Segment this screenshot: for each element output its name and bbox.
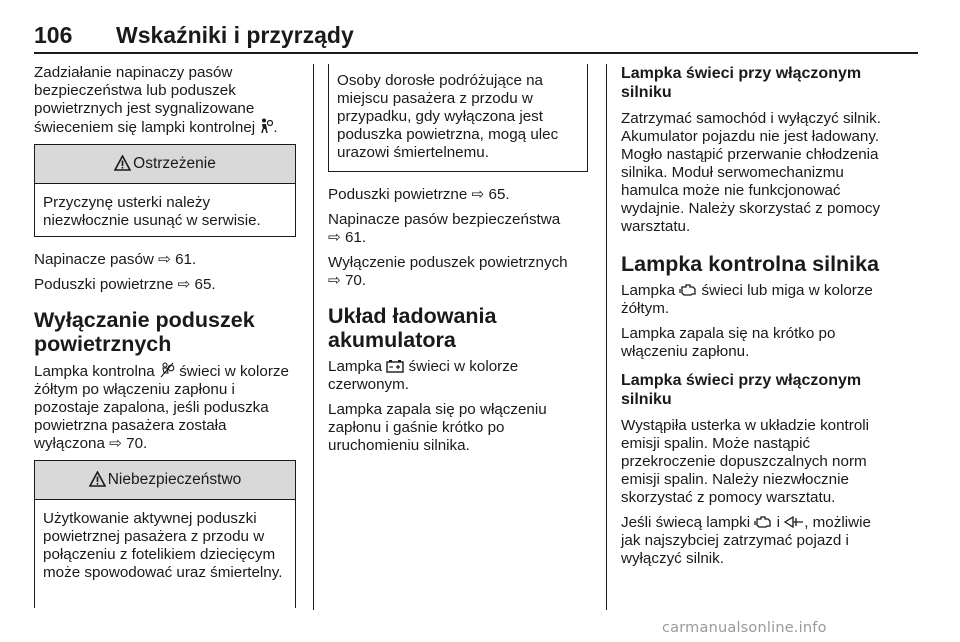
danger-continued-text: Osoby dorosłe podróżujące na miejscu pasażera z przodu w przypadku, gdy wyłączona jest poduszka powietrzna, mogą ulec urazowi śmiertelnemu. — [337, 72, 559, 161]
airbag-off-icon — [159, 362, 175, 378]
engine-running-text: Wystąpiła usterka w układzie kontroli emisji spalin. Może nastąpić przekroczenie dopuszczalnych norm emisji spalin. Należy niezwłocznie skorzystać z pomocy warsztatu. — [621, 417, 870, 506]
reference: Poduszki powietrzne ⇨ 65. — [34, 276, 216, 293]
warning-box-header — [35, 145, 295, 184]
reference: Napinacze pasów bezpieczeństwa ⇨ 61. — [328, 211, 561, 246]
charging-paragraph-2: Lampka zapala się po włączeniu zapłonu i gaśnie krótko po uruchomieniu silnika. — [328, 401, 547, 454]
ref-arrow-icon: ⇨ — [109, 435, 122, 452]
section-title: Wyłączanie poduszek powietrznych — [34, 308, 255, 356]
ref-arrow-icon: ⇨ — [177, 276, 191, 293]
engine-icon — [679, 283, 697, 297]
page-number: 106 — [34, 22, 73, 48]
ref-arrow-icon: ⇨ — [328, 229, 341, 246]
danger-title: Niebezpieczeństwo — [107, 471, 242, 488]
airbag-off-paragraph: Lampka kontrolna świeci w kolorze żółtym po włączeniu zapłonu i pozostaje zapalona, jeśli poduszka powietrzna pasażera została wyłączona ⇨ 70. — [34, 363, 289, 452]
page-header — [34, 22, 918, 52]
column-middle — [328, 64, 588, 462]
column-right — [621, 64, 887, 575]
danger-text: Użytkowanie aktywnej poduszki powietrznej pasażera z przodu w połączeniu z fotelikiem dziecięcym może spowodować uraz śmiertelny. — [43, 510, 283, 581]
danger-box-continued — [328, 64, 588, 172]
warning-triangle-icon — [114, 155, 131, 171]
engine-last-paragraph: Jeśli świecą lampki i , możliwie jak najszybciej zatrzymać pojazd i wyłączyć silnik. — [621, 514, 871, 567]
chapter-title: Wskaźniki i przyrządy — [116, 22, 354, 48]
subsection-title: Lampka świeci przy włączonym silniku — [621, 372, 862, 408]
danger-box — [34, 460, 296, 608]
warning-title: Ostrzeżenie — [133, 155, 216, 172]
reference: Wyłączenie poduszek powietrznych ⇨ 70. — [328, 254, 568, 289]
engine-lamp-paragraph-2: Lampka zapala się na krótko po włączeniu zapłonu. — [621, 325, 836, 360]
column-divider — [606, 64, 607, 610]
engine-icon — [754, 515, 772, 529]
charging-paragraph: Lampka świeci w kolorze czerwonym. — [328, 358, 519, 393]
danger-box-header — [35, 461, 295, 500]
watermark: carmanualsonline.info — [662, 620, 827, 636]
warning-triangle-icon — [89, 471, 106, 487]
ref-arrow-icon: ⇨ — [471, 186, 485, 203]
engine-lamp-paragraph: Lampka świeci lub miga w kolorze żółtym. — [621, 282, 873, 317]
subsection-title: Lampka świeci przy włączonym silniku — [621, 65, 862, 101]
ref-arrow-icon: ⇨ — [328, 272, 341, 289]
reference: Napinacze pasów ⇨ 61. — [34, 251, 197, 268]
warning-box — [34, 144, 296, 237]
section-title: Lampka kontrolna silnika — [621, 252, 880, 276]
intro-paragraph: Zadziałanie napinaczy pasów bezpieczeństwa lub poduszek powietrznych jest sygnalizowane świeceniem się lampki kontrolnej . — [34, 64, 278, 136]
section-title: Układ ładowania akumulatora — [328, 304, 497, 352]
charging-engine-running-text: Zatrzymać samochód i wyłączyć silnik. Akumulator pojazdu nie jest ładowany. Mogło nastąpić przerwanie chłodzenia silnika. Moduł serwomechanizmu hamulca może nie funkcjonować wydajnie. Należy skorzystać z pomocy warsztatu. — [621, 110, 881, 235]
header-rule — [34, 52, 918, 54]
battery-icon — [386, 359, 404, 373]
column-divider — [313, 64, 314, 610]
airbag-belt-icon — [259, 118, 273, 134]
ref-arrow-icon: ⇨ — [158, 251, 171, 268]
reference: Poduszki powietrzne ⇨ 65. — [328, 186, 510, 203]
exhaust-icon — [784, 515, 804, 529]
column-left — [34, 64, 296, 608]
warning-text: Przyczynę usterki należy niezwłocznie usunąć w serwisie. — [43, 194, 261, 229]
